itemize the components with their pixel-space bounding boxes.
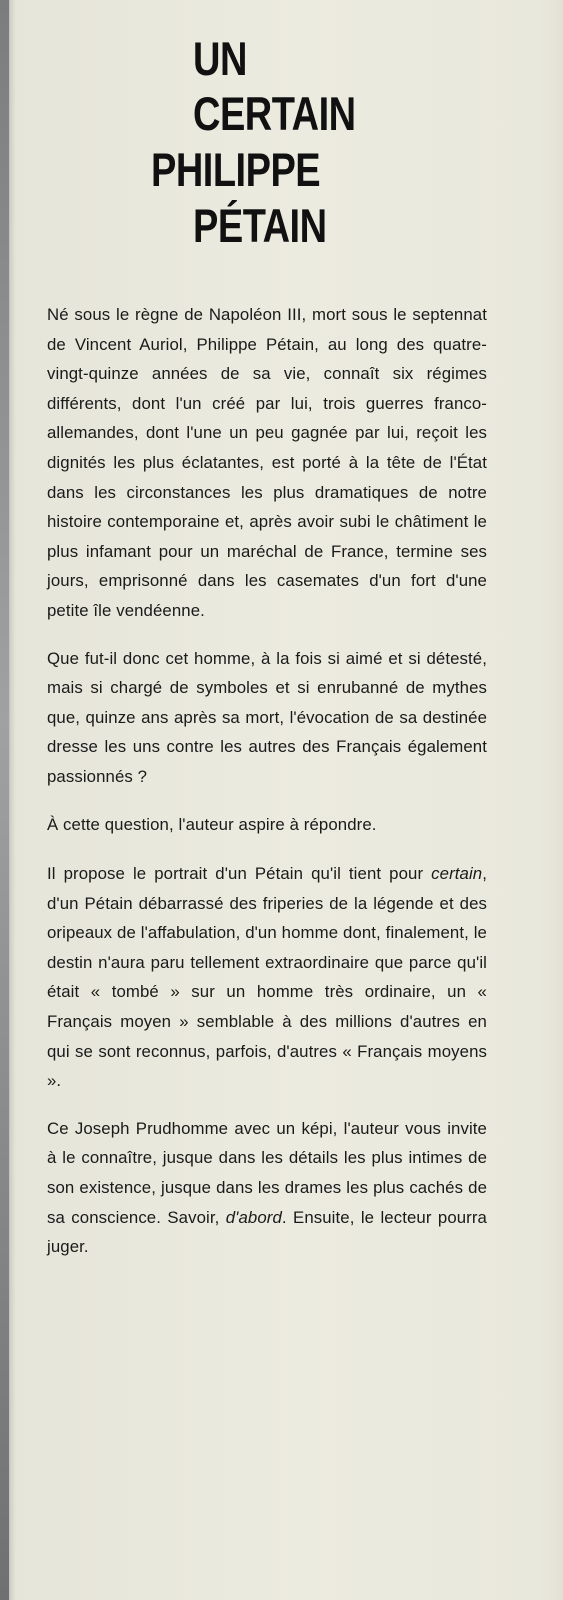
blurb-paragraph-3: À cette question, l'auteur aspire à répondre. [47, 814, 377, 834]
blurb-paragraph-4-emphasis: certain [431, 864, 483, 884]
blurb-paragraph-1: Né sous le règne de Napoléon III, mort sous le septennat de Vincent Auriol, Philippe Pétain, au long des quatre-vingt-quinze années de sa vie, connaît six régimes différents, dont l'un créé par lui, trois guerres franco-allemandes, dont l'une un peu gagnée par lui, reçoit les dignités les plus éclatantes, est porté à la tête de l'État dans les circonstances les plus dramatiques de notre histoire contemporaine et, après avoir subi le châtiment le plus infamant pour un maréchal de France, termine ses jours, emprisonné dans les casemates d'un fort d'une petite île vendéenne. [47, 305, 487, 620]
blurb-paragraph-5-text-a: Ce Joseph Prudhomme avec un képi, l'auteur vous invite à le connaître, jusque dans les détails les plus intimes de son existence, jusque dans les drames les plus cachés de sa conscience. Savoir, [47, 1118, 487, 1227]
blurb-text [47, 300, 487, 1280]
cover-spine-edge [0, 0, 9, 1600]
blurb-paragraph-5-text-b: . Ensuite, le lecteur pourra juger. [47, 1207, 487, 1257]
title-line-4: PÉTAIN [193, 200, 327, 253]
title-line-3: PHILIPPE [151, 144, 321, 197]
blurb-paragraph-4-text-a: Il propose le portrait d'un Pétain qu'il tient pour [47, 864, 432, 884]
title-line-1: UN [193, 33, 247, 86]
blurb-paragraph-5 [47, 1114, 487, 1262]
blurb-paragraph-2: Que fut-il donc cet homme, à la fois si aimé et si détesté, mais si chargé de symboles et si enrubanné de mythes que, quinze ans après sa mort, l'évocation de sa destinée dresse les uns contre les autres des Français également passionnés ? [47, 648, 487, 786]
blurb-paragraph-4 [47, 859, 487, 1096]
title-line-2: CERTAIN [193, 88, 356, 141]
blurb-paragraph-5-emphasis: d'abord [225, 1207, 282, 1227]
blurb-paragraph-4-text-b: , d'un Pétain débarrassé des friperies de la légende et des oripeaux de l'affabulation, d'un homme dont, finalement, le destin n'aura paru tellement extraordinaire que parce qu'il était « tombé » sur un homme très ordinaire, un « Français moyen » semblable à des millions d'autres en qui se sont reconnus, parfois, d'autres « Français moyens ». [47, 864, 487, 1091]
